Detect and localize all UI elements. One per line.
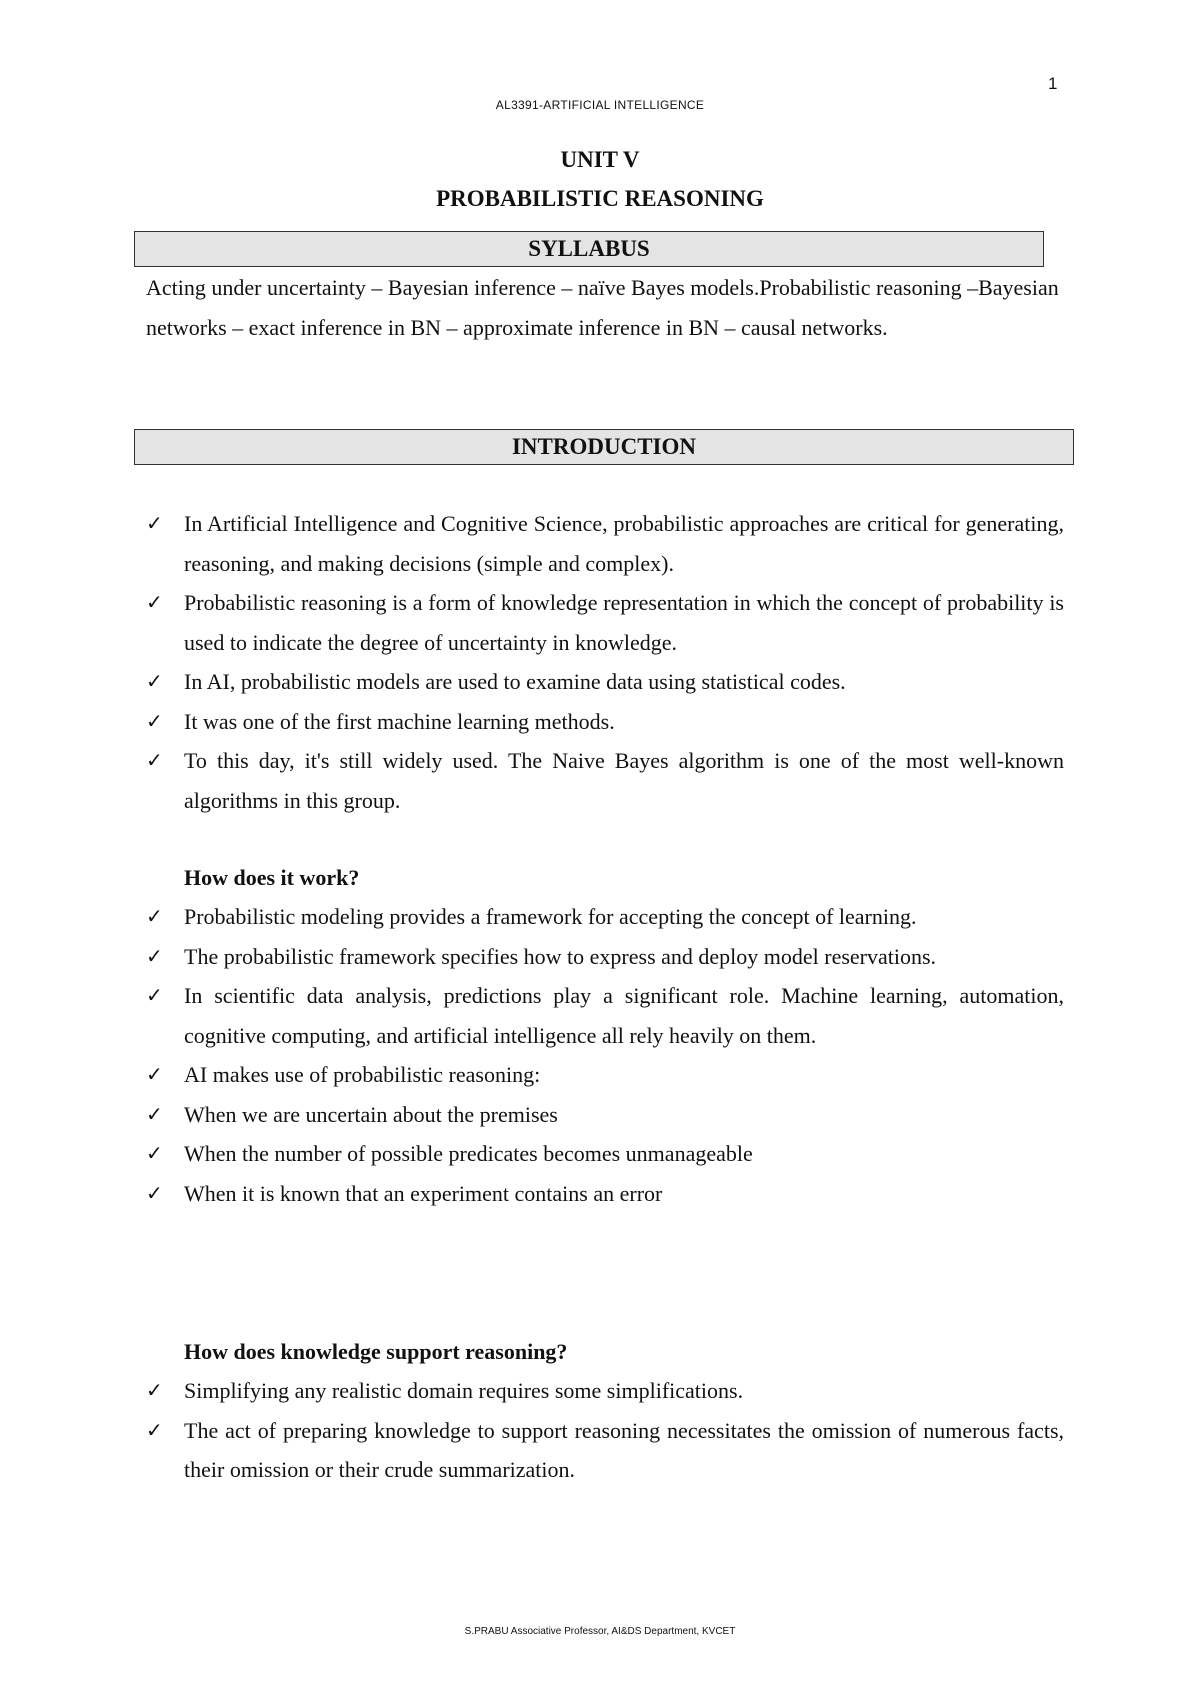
list-item bbox=[146, 937, 1064, 977]
syllabus-text: Acting under uncertainty – Bayesian inference – naïve Bayes models.Probabilistic reasoning –Bayesian networks – exact inference in BN – approximate inference in BN – causal networks. bbox=[146, 275, 1059, 340]
running-header: AL3391-ARTIFICIAL INTELLIGENCE bbox=[495, 98, 705, 112]
list-item-text: Probabilistic modeling provides a framework for accepting the concept of learning. bbox=[184, 904, 917, 929]
list-item bbox=[146, 504, 1064, 583]
list-item-text: When the number of possible predicates becomes unmanageable bbox=[184, 1141, 753, 1166]
how-it-works-heading: How does it work? bbox=[184, 865, 360, 890]
check-icon: ✓ bbox=[146, 1378, 163, 1402]
list-item-text: When we are uncertain about the premises bbox=[184, 1101, 558, 1127]
knowledge-support-list bbox=[146, 1371, 1064, 1490]
list-item bbox=[146, 976, 1064, 1055]
check-icon: ✓ bbox=[146, 1062, 163, 1086]
check-icon: ✓ bbox=[146, 983, 163, 1007]
list-item-text: It was one of the first machine learning methods. bbox=[184, 708, 615, 734]
list-item-text: AI makes use of probabilistic reasoning: bbox=[184, 1062, 541, 1087]
check-icon: ✓ bbox=[146, 748, 163, 772]
check-icon: ✓ bbox=[146, 904, 163, 928]
check-icon: ✓ bbox=[146, 590, 163, 614]
list-item bbox=[146, 1411, 1064, 1490]
list-item bbox=[146, 1095, 1064, 1135]
page-footer: S.PRABU Associative Professor, AI&DS Department, KVCET bbox=[464, 1626, 736, 1637]
knowledge-support-heading: How does knowledge support reasoning? bbox=[184, 1339, 568, 1364]
check-icon: ✓ bbox=[146, 1417, 163, 1442]
list-item-text: When it is known that an experiment contains an error bbox=[184, 1180, 663, 1206]
unit-title: UNIT V bbox=[560, 147, 640, 172]
list-item-text: The act of preparing knowledge to support reasoning necessitates the omission of numerous facts, their omission or their crude summarization. bbox=[184, 1417, 1064, 1482]
list-item-text: Simplifying any realistic domain requires some simplifications. bbox=[184, 1378, 744, 1403]
introduction-list bbox=[146, 504, 1064, 820]
list-item-text: To this day, it's still widely used. The Naive Bayes algorithm is one of the most well-known algorithms in this group. bbox=[184, 748, 1064, 813]
list-item bbox=[146, 897, 1064, 937]
list-item-text: The probabilistic framework specifies how to express and deploy model reservations. bbox=[184, 943, 937, 969]
syllabus-heading-box: SYLLABUS bbox=[134, 231, 1044, 267]
list-item-text: In Artificial Intelligence and Cognitive Science, probabilistic approaches are critical for generating, reasoning, and making decisions (simple and complex). bbox=[184, 511, 1064, 576]
list-item bbox=[146, 583, 1064, 662]
list-item-text: Probabilistic reasoning is a form of knowledge representation in which the concept of probability is used to indicate the degree of uncertainty in knowledge. bbox=[184, 590, 1064, 655]
check-icon: ✓ bbox=[146, 1141, 163, 1165]
introduction-heading-box: INTRODUCTION bbox=[134, 429, 1074, 465]
list-item-text: In AI, probabilistic models are used to examine data using statistical codes. bbox=[184, 669, 846, 694]
how-it-works-list bbox=[146, 897, 1064, 1213]
list-item bbox=[146, 662, 1064, 702]
check-icon: ✓ bbox=[146, 708, 163, 733]
check-icon: ✓ bbox=[146, 511, 163, 535]
list-item bbox=[146, 702, 1064, 742]
page-number: 1 bbox=[1048, 74, 1058, 93]
unit-subtitle: PROBABILISTIC REASONING bbox=[436, 186, 764, 211]
list-item bbox=[146, 1134, 1064, 1174]
list-item bbox=[146, 1371, 1064, 1411]
list-item bbox=[146, 1174, 1064, 1214]
check-icon: ✓ bbox=[146, 669, 163, 693]
check-icon: ✓ bbox=[146, 1101, 163, 1126]
list-item-text: In scientific data analysis, predictions play a significant role. Machine learning, automation, cognitive computing, and artificial intelligence all rely heavily on them. bbox=[184, 983, 1064, 1048]
check-icon: ✓ bbox=[146, 1180, 163, 1205]
list-item bbox=[146, 1055, 1064, 1095]
list-item bbox=[146, 741, 1064, 820]
check-icon: ✓ bbox=[146, 943, 163, 968]
